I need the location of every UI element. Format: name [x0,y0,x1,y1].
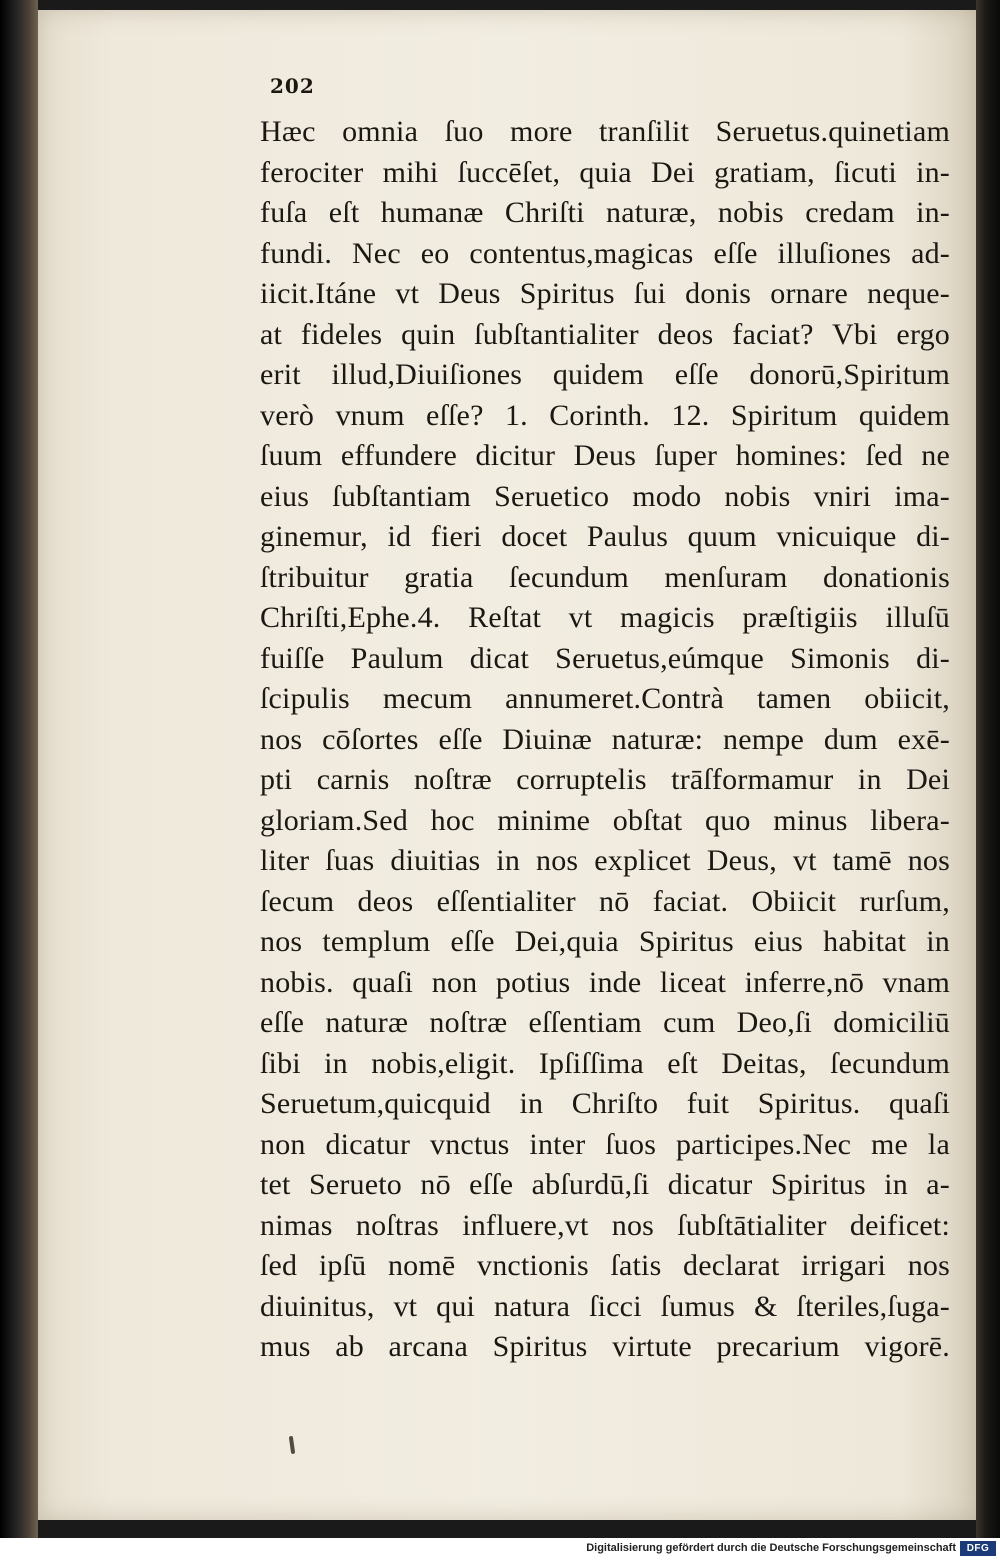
book-binding [0,0,38,1538]
text-line: iicit.Itáne vt Deus Spiritus ſui donis ornare neque- [260,277,950,310]
text-line: fuiſſe Paulum dicat Seruetus,eúmque Simonis di- [260,641,950,675]
footer-bar [0,1538,1000,1560]
text-line: mus ab arcana Spiritus virtute precarium vigorē. [260,1330,950,1363]
text-line: ginemur, id fieri docet Paulus quum vnicuique di- [260,520,950,553]
text-line: erit illud,Diuiſiones quidem eſſe donorū,Spiritum [260,358,950,391]
text-line: ſed ipſū nomē vnctionis ſatis declarat irrigari nos [260,1249,950,1282]
text-line: Chriſti,Ephe.4. Reſtat vt magicis præſtigiis illuſū [260,601,950,634]
text-line: Seruetum,quicquid in Chriſto fuit Spiritus. quaſi [260,1087,950,1120]
text-line: liter ſuas diuitias in nos explicet Deus, vt tamē nos [260,844,950,877]
text-line: fundi. Nec eo contentus,magicas eſſe illuſiones ad- [260,236,950,270]
text-line: pti carnis noſtræ corruptelis trāſformamur in Dei [260,763,950,796]
text-line: at fideles quin ſubſtantialiter deos faciat? Vbi ergo [260,317,950,351]
text-line: ſtribuitur gratia ſecundum menſuram donationis [260,560,950,594]
text-line: ferociter mihi ſuccēſet, quia Dei gratiam, ſicuti in- [260,155,950,189]
text-block [260,112,950,1368]
text-line: fuſa eſt humanæ Chriſti naturæ, nobis credam in- [260,196,950,229]
text-line: tet Serueto nō eſſe abſurdū,ſi dicatur Spiritus in a- [260,1168,950,1201]
text-line: ſecum deos eſſentialiter nō faciat. Obiicit rurſum, [260,884,950,918]
text-line: diuinitus, vt qui natura ſicci ſumus & ſteriles,ſuga- [260,1289,950,1323]
text-line: eius ſubſtantiam Seruetico modo nobis vniri ima- [260,479,950,513]
text-line: eſſe naturæ noſtræ eſſentiam cum Deo,ſi domiciliū [260,1006,950,1039]
text-line: nimas noſtras influere,vt nos ſubſtātialiter deificet: [260,1208,950,1242]
text-line: non dicatur vnctus inter ſuos participes.Nec me la [260,1127,950,1161]
text-line: verò vnum eſſe? 1. Corinth. 12. Spiritum quidem [260,398,950,432]
text-line: gloriam.Sed hoc minime obſtat quo minus libera- [260,803,950,837]
page-number: 202 [270,74,315,98]
funding-notice: Digitalisierung gefördert durch die Deutsche Forschungsgemeinschaft [586,1542,956,1554]
dfg-logo: DFG [960,1541,996,1556]
text-line: ſibi in nobis,eligit. Ipſiſſima eſt Deitas, ſecundum [260,1046,950,1080]
text-line: ſcipulis mecum annumeret.Contrà tamen obiicit, [260,682,950,715]
text-line: nos templum eſſe Dei,quia Spiritus eius habitat in [260,925,950,958]
page-edge [976,0,1000,1538]
text-line: nos cōſortes eſſe Diuinæ naturæ: nempe dum exē- [260,722,950,756]
text-line: Hæc omnia ſuo more tranſilit Seruetus.quinetiam [260,115,950,148]
text-line: nobis. quaſi non potius inde liceat inferre,nō vnam [260,965,950,999]
text-line: ſuum effundere dicitur Deus ſuper homines: ſed ne [260,439,950,472]
